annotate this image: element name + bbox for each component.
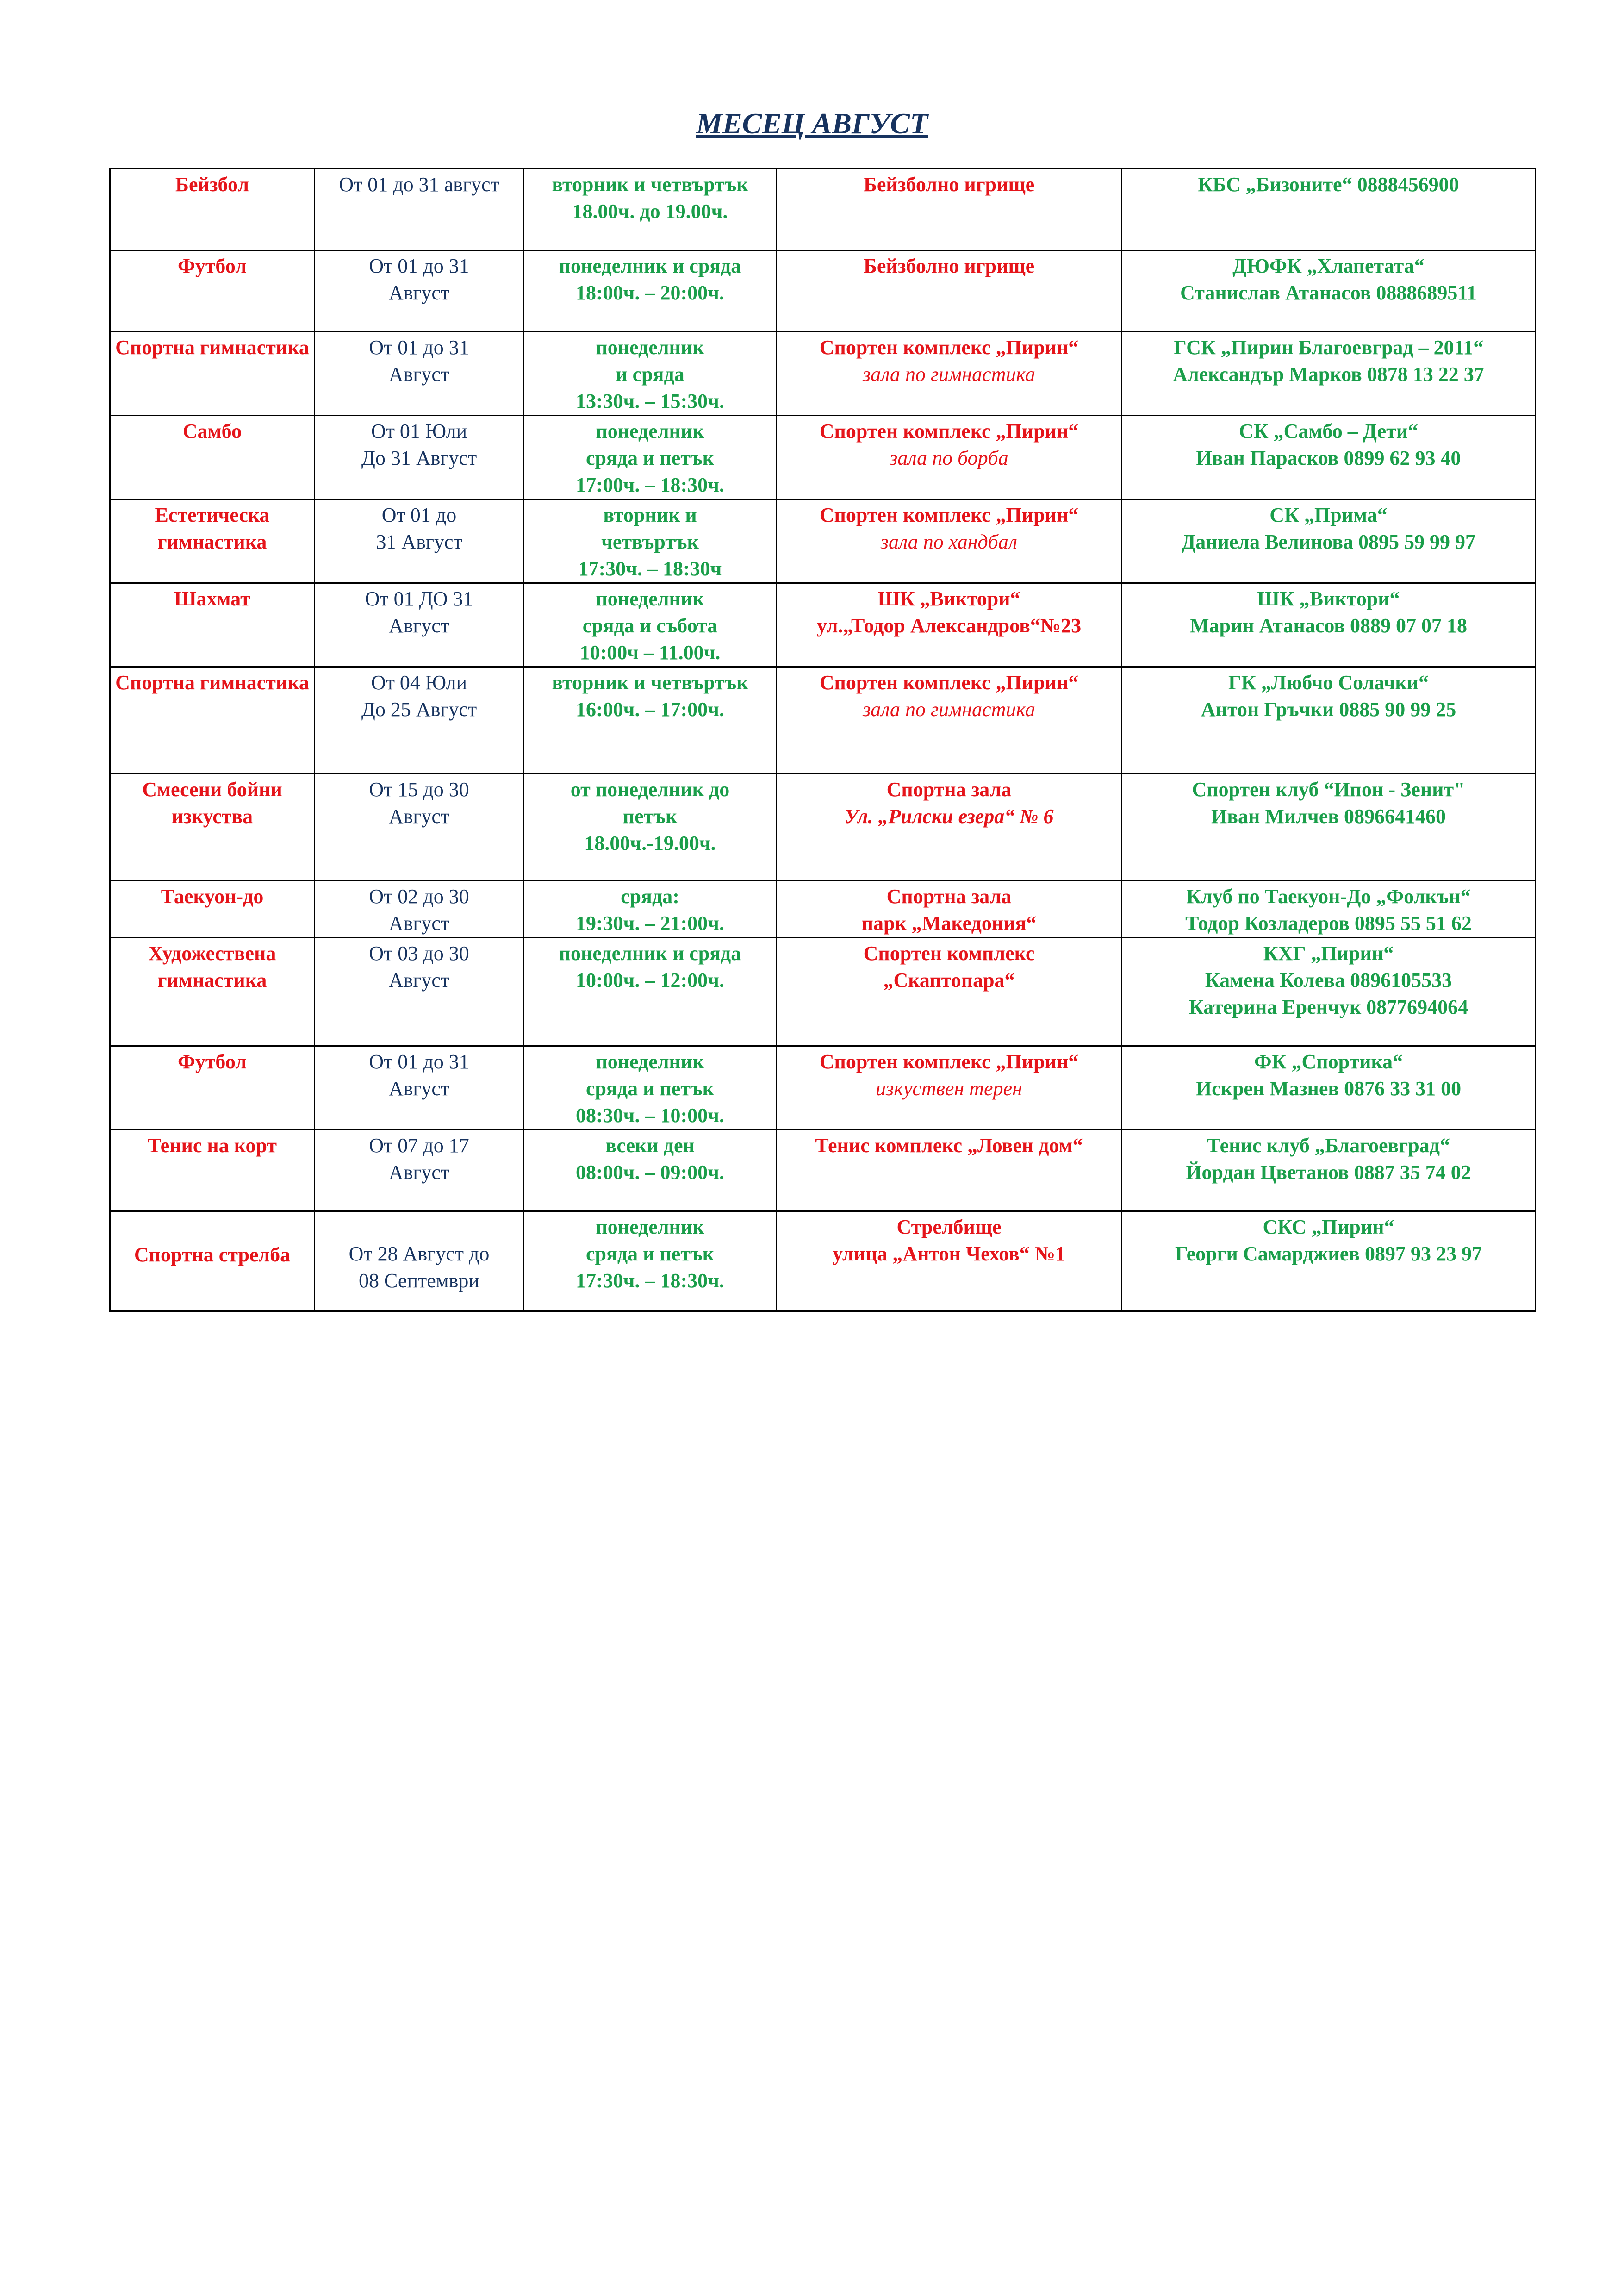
club-cell: СК „Самбо – Дети“ Иван Парасков 0899 62 93 40 bbox=[1122, 416, 1536, 499]
sport-cell: Тенис на корт bbox=[110, 1130, 315, 1211]
days-cell: понеделник и сряда 18:00ч. – 20:00ч. bbox=[524, 250, 777, 332]
period-cell: От 01 до 31 Август bbox=[315, 1046, 524, 1130]
table-row bbox=[110, 881, 1536, 938]
club-cell: Спортен клуб “Ипон - Зенит" Иван Милчев 0896641460 bbox=[1122, 774, 1536, 881]
venue-cell: Бейзболно игрище bbox=[777, 169, 1122, 250]
venue-cell: Спортен комплекс „Пирин“ зала по борба bbox=[777, 416, 1122, 499]
sport-cell: Естетическа гимнастика bbox=[110, 499, 315, 583]
venue-note: зала по гимнастика bbox=[863, 698, 1035, 721]
venue-note: изкуствен терен bbox=[876, 1077, 1022, 1100]
club-cell: ФК „Спортика“ Искрен Мазнев 0876 33 31 00 bbox=[1122, 1046, 1536, 1130]
sport-cell: Шахмат bbox=[110, 583, 315, 667]
period-cell: От 04 Юли До 25 Август bbox=[315, 667, 524, 774]
period-cell: От 01 до 31 Август bbox=[315, 332, 524, 416]
period-cell: От 03 до 30 Август bbox=[315, 938, 524, 1046]
sport-cell: Футбол bbox=[110, 1046, 315, 1130]
days-cell: понеделник сряда и петък 08:30ч. – 10:00ч. bbox=[524, 1046, 777, 1130]
sport-cell: Бейзбол bbox=[110, 169, 315, 250]
period-cell: От 01 Юли До 31 Август bbox=[315, 416, 524, 499]
sport-cell: Спортна гимнастика bbox=[110, 332, 315, 416]
period-cell: От 01 ДО 31 Август bbox=[315, 583, 524, 667]
venue-cell: Спортен комплекс „Пирин“ зала по гимнастика bbox=[777, 332, 1122, 416]
period-cell: От 15 до 30 Август bbox=[315, 774, 524, 881]
days-cell: понеделник и сряда 13:30ч. – 15:30ч. bbox=[524, 332, 777, 416]
table-row bbox=[110, 416, 1536, 499]
period-cell: От 01 до 31 Август bbox=[315, 499, 524, 583]
table-row bbox=[110, 169, 1536, 250]
venue-note: Ул. „Рилски езера“ № 6 bbox=[844, 805, 1054, 828]
table-row bbox=[110, 1046, 1536, 1130]
club-cell: Тенис клуб „Благоевград“ Йордан Цветанов 0887 35 74 02 bbox=[1122, 1130, 1536, 1211]
sport-cell: Футбол bbox=[110, 250, 315, 332]
sport-cell: Спортна стрелба bbox=[110, 1211, 315, 1311]
venue-cell: Спортен комплекс „Пирин“ зала по хандбал bbox=[777, 499, 1122, 583]
days-cell: вторник и четвъртък 17:30ч. – 18:30ч bbox=[524, 499, 777, 583]
table-row bbox=[110, 774, 1536, 881]
venue-note: зала по хандбал bbox=[880, 530, 1018, 553]
sport-cell: Смесени бойни изкуства bbox=[110, 774, 315, 881]
venue-cell: Спортна зала парк „Македония“ bbox=[777, 881, 1122, 938]
venue-cell: Спортен комплекс „Пирин“ зала по гимнастика bbox=[777, 667, 1122, 774]
table-row bbox=[110, 1211, 1536, 1311]
table-row bbox=[110, 938, 1536, 1046]
days-cell: вторник и четвъртък 16:00ч. – 17:00ч. bbox=[524, 667, 777, 774]
period-cell: От 01 до 31 август bbox=[315, 169, 524, 250]
table-row bbox=[110, 499, 1536, 583]
club-cell: ГК „Любчо Солачки“ Антон Гръчки 0885 90 99 25 bbox=[1122, 667, 1536, 774]
days-cell: всеки ден 08:00ч. – 09:00ч. bbox=[524, 1130, 777, 1211]
club-cell: ДЮФК „Хлапетата“ Станислав Атанасов 0888689511 bbox=[1122, 250, 1536, 332]
sport-cell: Таекуон-до bbox=[110, 881, 315, 938]
days-cell: понеделник сряда и събота 10:00ч – 11.00ч. bbox=[524, 583, 777, 667]
schedule-table bbox=[109, 168, 1536, 1312]
table-row bbox=[110, 583, 1536, 667]
sport-cell: Художествена гимнастика bbox=[110, 938, 315, 1046]
club-cell: КБС „Бизоните“ 0888456900 bbox=[1122, 169, 1536, 250]
club-cell: КХГ „Пирин“ Камена Колева 0896105533 Катерина Еренчук 0877694064 bbox=[1122, 938, 1536, 1046]
period-cell: От 28 Август до 08 Септември bbox=[315, 1211, 524, 1311]
days-cell: вторник и четвъртък 18.00ч. до 19.00ч. bbox=[524, 169, 777, 250]
table-row bbox=[110, 667, 1536, 774]
days-cell: от понеделник до петък 18.00ч.-19.00ч. bbox=[524, 774, 777, 881]
table-row bbox=[110, 250, 1536, 332]
venue-cell: Спортна зала Ул. „Рилски езера“ № 6 bbox=[777, 774, 1122, 881]
sport-cell: Самбо bbox=[110, 416, 315, 499]
club-cell: ГСК „Пирин Благоевград – 2011“ Александър Марков 0878 13 22 37 bbox=[1122, 332, 1536, 416]
table-row bbox=[110, 1130, 1536, 1211]
club-cell: Клуб по Таекуон-До „Фолкън“ Тодор Козладеров 0895 55 51 62 bbox=[1122, 881, 1536, 938]
days-cell: понеделник сряда и петък 17:30ч. – 18:30ч. bbox=[524, 1211, 777, 1311]
period-cell: От 02 до 30 Август bbox=[315, 881, 524, 938]
days-cell: понеделник сряда и петък 17:00ч. – 18:30ч. bbox=[524, 416, 777, 499]
venue-cell: Стрелбище улица „Антон Чехов“ №1 bbox=[777, 1211, 1122, 1311]
venue-cell: Спортен комплекс „Пирин“ изкуствен терен bbox=[777, 1046, 1122, 1130]
sport-cell: Спортна гимнастика bbox=[110, 667, 315, 774]
venue-cell: ШК „Виктори“ ул.„Тодор Александров“№23 bbox=[777, 583, 1122, 667]
club-cell: СКС „Пирин“ Георги Самарджиев 0897 93 23 97 bbox=[1122, 1211, 1536, 1311]
venue-cell: Бейзболно игрище bbox=[777, 250, 1122, 332]
period-cell: От 07 до 17 Август bbox=[315, 1130, 524, 1211]
table-row bbox=[110, 332, 1536, 416]
days-cell: понеделник и сряда 10:00ч. – 12:00ч. bbox=[524, 938, 777, 1046]
period-cell: От 01 до 31 Август bbox=[315, 250, 524, 332]
venue-note: зала по гимнастика bbox=[863, 363, 1035, 386]
venue-cell: Тенис комплекс „Ловен дом“ bbox=[777, 1130, 1122, 1211]
venue-note: зала по борба bbox=[890, 447, 1008, 469]
club-cell: ШК „Виктори“ Марин Атанасов 0889 07 07 18 bbox=[1122, 583, 1536, 667]
page-title: МЕСЕЦ АВГУСТ bbox=[696, 107, 928, 140]
club-cell: СК „Прима“ Даниела Велинова 0895 59 99 97 bbox=[1122, 499, 1536, 583]
days-cell: сряда: 19:30ч. – 21:00ч. bbox=[524, 881, 777, 938]
venue-cell: Спортен комплекс „Скаптопара“ bbox=[777, 938, 1122, 1046]
